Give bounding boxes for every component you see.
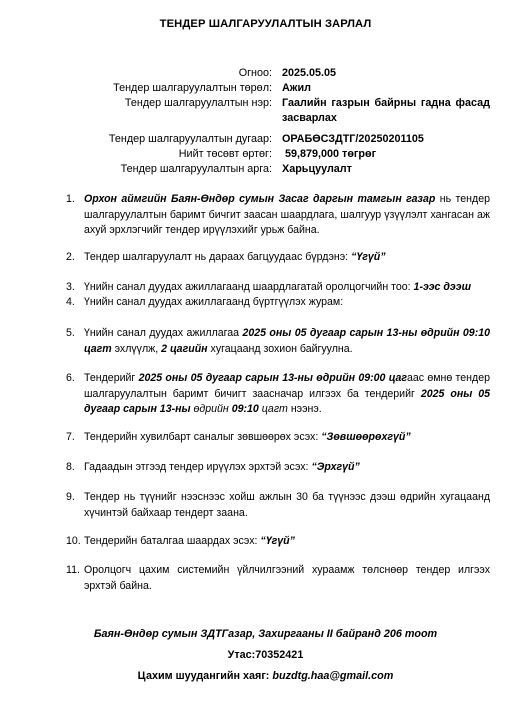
item-number: 9. [66,491,75,503]
footer-address: Баян-Өндөр сумын ЗДТГазар, Захиргааны II байранд 206 тоот [93,628,438,640]
item-text-segment: аас өмнө тендер шалгаруулалтын баримт бичигт заасначар илгээх ба тендерийг [84,372,490,400]
meta-label: Тендер шалгаруулалтын дугаар: [108,133,272,145]
item-text-segment: эхлүүлж, [111,342,162,355]
item-number: 5. [66,327,75,339]
item-text-segment: Үнийн санал дуудах ажиллагаанд бүртгүүлэх журам: [84,296,344,308]
item-number: 6. [66,372,75,384]
meta-value: Гаалийн газрын байрны гадна фасад засварлах [282,97,490,124]
item-text-segment: 09:10 [231,403,259,416]
footer-email-line [0,670,531,682]
item-text-segment: “Зөвшөөрөхгүй” [321,431,411,443]
meta-label: Тендер шалгаруулалтын нэр: [124,97,272,109]
item-text-segment: нээнэ. [287,403,322,416]
meta-value: ОРАБӨСЗДТГ/20250201105 [282,133,424,145]
item-number: 8. [66,461,75,473]
item-text [84,490,490,521]
item-text-segment: 1-ээс дээш [413,281,472,293]
item-number: 4. [66,296,75,308]
meta-value: Харьцуулалт [282,163,352,175]
item-text-segment: Тендерийн хувилбарт саналыг зөвшөөрөх эсэх: [84,431,322,443]
item-text-segment: 2025 оны 05 дугаар сарын 13-ны өдрийн 09:00 цаг [138,372,407,384]
item-text-segment: 2025 оны 05 дугаар сарын 13-ны [84,387,490,416]
meta-label: Нийт төсөвт өртөг: [178,148,272,160]
meta-value: 2025.05.05 [282,67,337,79]
meta-value: 59,879,000 төгрөг [282,148,377,160]
item-text-segment: “Үгүй” [351,251,386,263]
item-text-segment: “Үгүй” [260,535,295,547]
meta-label: Огноо: [238,67,272,79]
document-title: ТЕНДЕР ШАЛГАРУУЛАЛТЫН ЗАРЛАЛ [159,18,372,30]
footer-email-label: Цахим шуудангийн хаяг: [137,670,273,682]
item-text-segment: Тендер шалгаруулалт нь дараах багцуудаас бүрдэнэ: [84,251,352,263]
meta-label: Тендер шалгаруулалтын арга: [120,163,272,175]
item-number: 7. [66,431,75,443]
item-text [84,460,490,476]
item-number: 1. [66,193,75,205]
item-text [84,371,490,418]
item-text-segment: Тендер нь түүнийг нээснээс хойш ажлын 30 ба түүнээс дээш өдрийн хугацаанд хүчинтэй байхаар тендерт заана. [84,491,490,519]
item-text [84,295,490,311]
item-text-segment: Тендерийн баталгаа шаардах эсэх: [84,535,261,547]
item-number: 11. [66,564,80,576]
item-text-segment: Гадаадын этгээд тендер ирүүлэх эрхтэй эсэх: [84,461,312,473]
footer-phone: Утас:70352421 [227,649,304,661]
item-text-segment: цагт [258,403,288,416]
item-text [84,192,490,239]
item-text-segment: нь тендер шалгаруулалтын баримт бичгит заасан шаардлага, шалгуур үзүүлэлт хангасан аж ахуй эрхлэгчийг тендер ирүүлэхийг урьж байна. [84,193,490,237]
item-text [84,250,490,266]
item-text-segment: хугацаанд зохион байгуулна. [207,342,353,355]
item-number: 2. [66,251,75,263]
meta-label: Тендер шалгаруулалтын төрөл: [113,82,272,94]
item-text [84,534,490,550]
item-text-segment: Орхон аймгийн Баян-Өндөр сумын Засаг даргын тамгын газар [84,193,436,205]
meta-value: Ажил [282,82,311,94]
item-text-segment: Тендерийг [84,372,139,384]
item-text-segment: өдрийн [190,403,232,416]
item-text [84,563,490,594]
item-text-segment: Үнийн санал дуудах ажиллагаа [84,327,243,339]
item-text [84,326,490,357]
item-text-segment: Үнийн санал дуудах ажиллагаанд шаардлагатай оролцогчийн тоо: [84,281,414,293]
item-text [84,280,490,296]
footer-email-link[interactable]: buzdtg.haa@gmail.com [272,670,394,682]
item-text-segment: Оролцогч цахим системийн үйлчилгээний хураамж төлснөөр тендер илгээх эрхтэй байна. [84,564,490,592]
item-text-segment: 2 цагийн [161,342,208,355]
item-number: 10. [66,535,81,547]
item-text-segment: “Эрхгүй” [311,461,360,473]
item-number: 3. [66,281,75,293]
item-text [84,430,490,446]
item-text-segment: 2025 оны 05 дугаар сарын 13-ны өдрийн 09:10 цагт [84,327,491,355]
